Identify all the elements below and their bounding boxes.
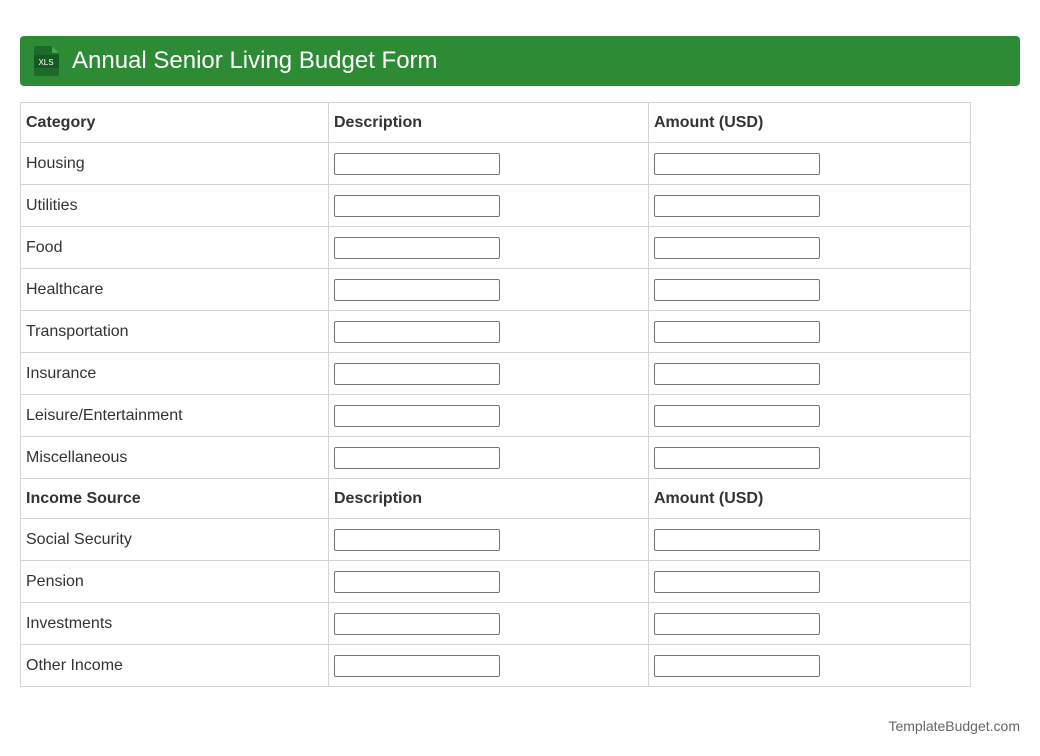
amount-input[interactable]: [654, 529, 820, 551]
description-input[interactable]: [334, 655, 500, 677]
table-row: [21, 395, 971, 437]
description-input[interactable]: [334, 405, 500, 427]
description-input[interactable]: [334, 237, 500, 259]
row-label: Transportation: [21, 311, 329, 353]
row-label: Healthcare: [21, 269, 329, 311]
expenses-header-row: [21, 103, 971, 143]
description-input[interactable]: [334, 279, 500, 301]
row-label: Miscellaneous: [21, 437, 329, 479]
amount-input[interactable]: [654, 613, 820, 635]
brand-footer[interactable]: TemplateBudget.com: [888, 718, 1020, 734]
excel-xls-icon: [33, 46, 59, 76]
description-input[interactable]: [334, 613, 500, 635]
xls-icon-label: XLS: [38, 58, 54, 67]
row-label: Insurance: [21, 353, 329, 395]
description-input[interactable]: [334, 195, 500, 217]
amount-input[interactable]: [654, 153, 820, 175]
column-header-income-source: Income Source: [21, 479, 329, 519]
table-row: [21, 437, 971, 479]
description-input[interactable]: [334, 529, 500, 551]
table-row: [21, 143, 971, 185]
page-title: Annual Senior Living Budget Form: [72, 47, 438, 74]
form-header: [20, 36, 1020, 86]
budget-table: [20, 102, 971, 687]
row-label: Food: [21, 227, 329, 269]
amount-input[interactable]: [654, 195, 820, 217]
row-label: Investments: [21, 603, 329, 645]
amount-input[interactable]: [654, 405, 820, 427]
table-row: [21, 311, 971, 353]
row-label: Other Income: [21, 645, 329, 687]
column-header-category: Category: [21, 103, 329, 143]
row-label: Leisure/Entertainment: [21, 395, 329, 437]
table-row: [21, 353, 971, 395]
row-label: Social Security: [21, 519, 329, 561]
description-input[interactable]: [334, 153, 500, 175]
column-header-description: Description: [329, 103, 649, 143]
income-header-row: [21, 479, 971, 519]
table-row: [21, 185, 971, 227]
column-header-description: Description: [329, 479, 649, 519]
amount-input[interactable]: [654, 571, 820, 593]
row-label: Utilities: [21, 185, 329, 227]
description-input[interactable]: [334, 363, 500, 385]
description-input[interactable]: [334, 447, 500, 469]
description-input[interactable]: [334, 571, 500, 593]
column-header-amount: Amount (USD): [649, 103, 971, 143]
table-row: [21, 269, 971, 311]
table-row: [21, 227, 971, 269]
description-input[interactable]: [334, 321, 500, 343]
amount-input[interactable]: [654, 237, 820, 259]
amount-input[interactable]: [654, 447, 820, 469]
row-label: Pension: [21, 561, 329, 603]
table-row: [21, 603, 971, 645]
amount-input[interactable]: [654, 279, 820, 301]
row-label: Housing: [21, 143, 329, 185]
table-row: [21, 561, 971, 603]
amount-input[interactable]: [654, 655, 820, 677]
amount-input[interactable]: [654, 363, 820, 385]
table-row: [21, 519, 971, 561]
column-header-amount: Amount (USD): [649, 479, 971, 519]
amount-input[interactable]: [654, 321, 820, 343]
table-row: [21, 645, 971, 687]
